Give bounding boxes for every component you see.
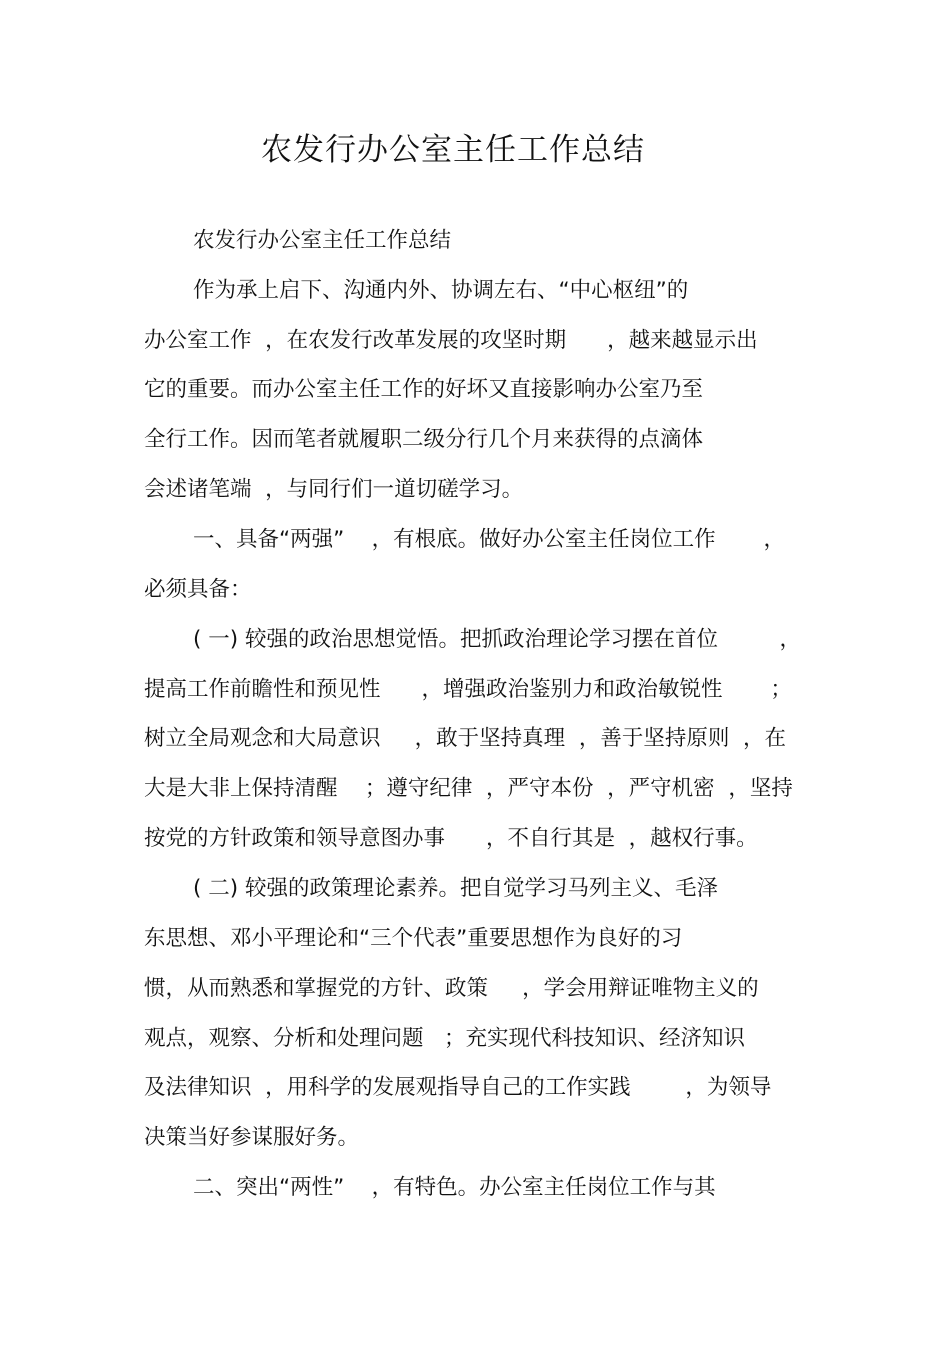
paragraph-line: 必须具备： [144, 577, 252, 602]
section-heading-line: 一、具备“两强” ，有根底。做好办公室主任岗位工作 ， [193, 527, 785, 552]
paragraph-line: 观点，观察、分析和处理问题 ；充实现代科技知识、经济知识 [144, 1026, 746, 1051]
paragraph-line: 按党的方针政策和领导意图办事 ，不自行其是 ，越权行事。 [144, 826, 758, 851]
paragraph-line: ( 一) 较强的政治思想觉悟。把抓政治理论学习摆在首位 ， [193, 627, 801, 652]
section-heading-line: 二、突出“两性” ，有特色。办公室主任岗位工作与其 [193, 1175, 716, 1200]
paragraph-line: 惯，从而熟悉和掌握党的方针、政策 ，学会用辩证唯物主义的 [144, 976, 759, 1001]
paragraph-line: 东思想、邓小平理论和“三个代表”重要思想作为良好的习 [144, 926, 683, 951]
paragraph-line: 作为承上启下、沟通内外、协调左右、“中心枢纽”的 [193, 278, 689, 303]
paragraph-line: 决策当好参谋服好务。 [144, 1125, 360, 1150]
paragraph-line: 办公室工作 ，在农发行改革发展的攻坚时期 ，越来越显示出 [144, 328, 758, 353]
subtitle-line: 农发行办公室主任工作总结 [193, 228, 452, 253]
paragraph-line: ( 二) 较强的政策理论素养。把自觉学习马列主义、毛泽 [193, 876, 718, 901]
paragraph-line: 会述诸笔端 ，与同行们一道切磋学习。 [144, 477, 524, 502]
paragraph-line: 树立全局观念和大局意识 ，敢于坚持真理 ，善于坚持原则 ，在 [144, 726, 787, 751]
paragraph-line: 及法律知识 ，用科学的发展观指导自己的工作实践 ，为领导 [144, 1075, 772, 1100]
paragraph-line: 提高工作前瞻性和预见性 ，增强政治鉴别力和政治敏锐性 ； [144, 677, 792, 702]
paragraph-line: 大是大非上保持清醒 ；遵守纪律 ，严守本份 ，严守机密 ，坚持 [144, 776, 793, 801]
document-title: 农发行办公室主任工作总结 [261, 132, 645, 168]
paragraph-line: 它的重要。而办公室主任工作的好坏又直接影响办公室乃至 [144, 377, 704, 402]
paragraph-line: 全行工作。因而笔者就履职二级分行几个月来获得的点滴体 [144, 427, 704, 452]
